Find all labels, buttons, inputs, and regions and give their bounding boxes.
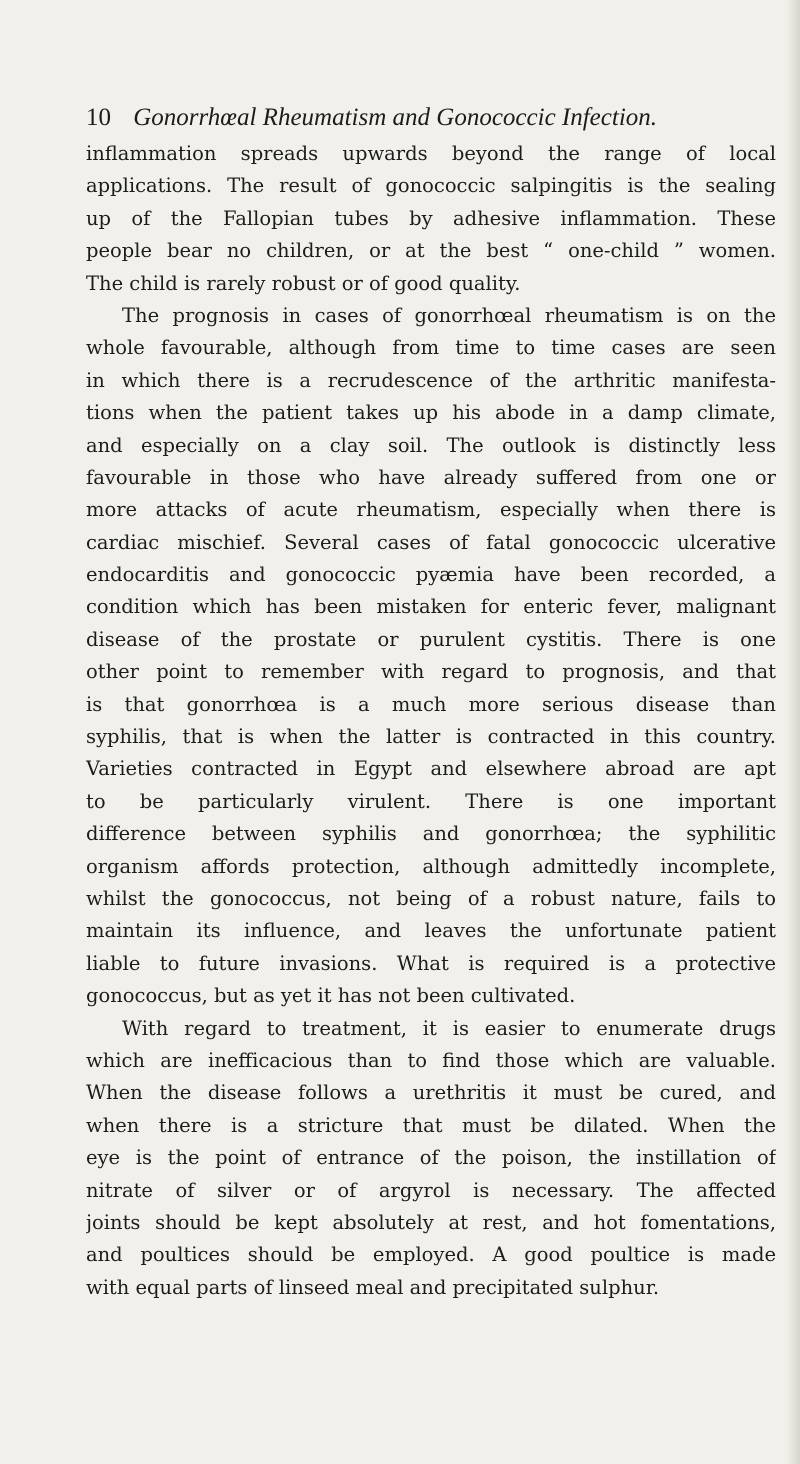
text-line: whilst the gonococcus, not being of a robust nature, fails to	[86, 886, 776, 910]
text-line: eye is the point of entrance of the poison, the instillation of	[86, 1146, 776, 1170]
paragraph-end-line: with equal parts of linseed meal and precipitated sulphur.	[86, 1275, 660, 1299]
text-line: inflammation spreads upwards beyond the range of local	[86, 142, 776, 165]
text-line: nitrate of silver or of argyrol is necessary. The affected	[86, 1178, 776, 1202]
text-line: endocarditis and gonococcic pyæmia have been recorded, a	[86, 563, 776, 587]
text-line: applications. The result of gonococcic salpingitis is the sealing	[86, 174, 776, 198]
text-line: which are inefficacious than to find those which are valuable.	[86, 1048, 776, 1072]
text-line: difference between syphilis and gonorrhœa; the syphilitic	[86, 822, 776, 846]
page-edge-shadow	[786, 0, 800, 1464]
paragraph-end-line: The child is rarely robust or of good quality.	[86, 271, 521, 295]
text-line: tions when the patient takes up his abode in a damp climate,	[86, 401, 776, 425]
running-header	[86, 98, 776, 138]
text-line: favourable in those who have already suffered from one or	[86, 465, 776, 489]
text-line: condition which has been mistaken for enteric fever, malignant	[86, 595, 776, 619]
text-line: cardiac mischief. Several cases of fatal gonococcic ulcerative	[86, 530, 776, 554]
text-line: to be particularly virulent. There is one important	[86, 789, 776, 813]
text-line: when there is a stricture that must be dilated. When the	[86, 1113, 776, 1137]
text-line: organism affords protection, although admittedly incomplete,	[86, 854, 776, 878]
text-line: other point to remember with regard to prognosis, and that	[86, 660, 776, 684]
text-line: syphilis, that is when the latter is contracted in this country.	[86, 725, 776, 749]
text-line: in which there is a recrudescence of the arthritic manifesta-	[86, 368, 776, 392]
text-line: and especially on a clay soil. The outlook is distinctly less	[86, 433, 776, 457]
text-line: up of the Fallopian tubes by adhesive inflammation. These	[86, 206, 776, 230]
text-line: more attacks of acute rheumatism, especially when there is	[86, 498, 776, 522]
text-line: When the disease follows a urethritis it must be cured, and	[86, 1081, 776, 1105]
text-line: people bear no children, or at the best “ one-child ” women.	[86, 239, 776, 263]
text-line: disease of the prostate or purulent cystitis. There is one	[86, 627, 776, 651]
text-line: Varieties contracted in Egypt and elsewhere abroad are apt	[86, 757, 776, 781]
text-line: joints should be kept absolutely at rest, and hot fomentations,	[86, 1210, 776, 1234]
text-line: whole favourable, although from time to time cases are seen	[86, 336, 776, 360]
text-line: maintain its influence, and leaves the unfortunate patient	[86, 919, 776, 943]
paragraph-start-line: With regard to treatment, it is easier to enumerate drugs	[122, 1016, 776, 1040]
running-title: Gonorrhœal Rheumatism and Gonococcic Infection.	[133, 104, 658, 131]
text-line: liable to future invasions. What is required is a protective	[86, 951, 776, 975]
text-line: is that gonorrhœa is a much more serious disease than	[86, 692, 776, 716]
page-number: 10	[86, 104, 111, 131]
text-line: and poultices should be employed. A good poultice is made	[86, 1243, 776, 1267]
body-text	[86, 138, 776, 1304]
paragraph-start-line: The prognosis in cases of gonorrhœal rheumatism is on the	[122, 303, 776, 327]
paragraph-end-line: gonococcus, but as yet it has not been cultivated.	[86, 984, 576, 1008]
